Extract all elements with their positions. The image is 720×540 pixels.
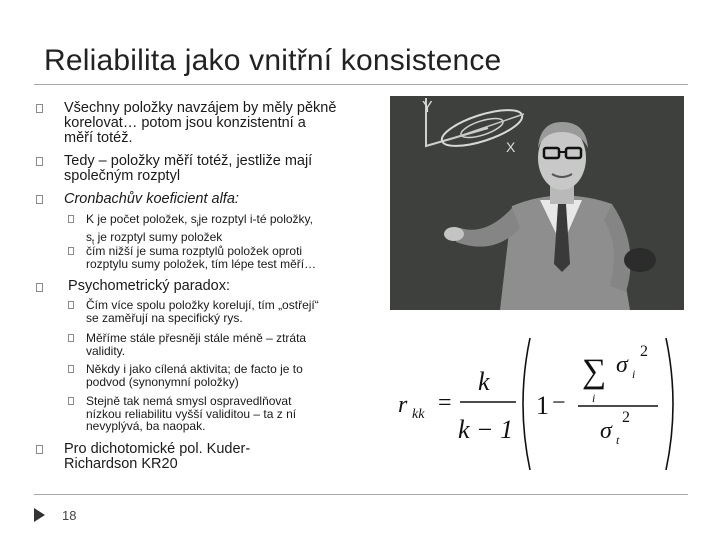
bullet-line: validity.	[86, 343, 126, 358]
bullet-line: korelovat… potom jsou konzistentní a	[64, 115, 306, 131]
bullet-line: rozptylu sumy položek, tím lépe test měří…	[86, 256, 317, 271]
bullet-line: Všechny položky navzájem by měly pěkně	[64, 100, 337, 116]
chalk-label-y: Y	[422, 99, 433, 116]
title-rule	[34, 84, 688, 85]
sub-bullet-item	[86, 363, 386, 388]
bullet-line: Psychometrický paradox:	[64, 278, 231, 294]
bullet-line: Pro dichotomické pol. Kuder-	[64, 441, 251, 457]
chalk-eraser	[624, 248, 656, 272]
bullet-item	[64, 192, 394, 207]
bullet-item	[64, 442, 364, 472]
sub-bullet-item	[86, 299, 386, 324]
bullet-line: měří totéž.	[64, 130, 133, 146]
bullet-marker	[36, 445, 43, 454]
subscript: t	[92, 237, 95, 247]
formula-k: k	[478, 367, 490, 396]
text-part: s	[86, 229, 92, 244]
cronbach-photo-illustration	[390, 96, 684, 310]
text-part: je rozptyl sumy položek	[94, 229, 223, 244]
cronbach-photo	[390, 96, 684, 310]
formula-lhs: r	[398, 392, 408, 418]
paren-left	[523, 338, 530, 470]
page-arrow-icon	[34, 508, 45, 522]
sub-bullet-item	[86, 332, 386, 357]
text-part: je rozptyl i-té položky,	[198, 212, 314, 226]
sigma-t: σ	[600, 418, 612, 444]
sigma-i-sub: i	[632, 367, 636, 381]
sub-bullet-marker	[68, 215, 74, 223]
formula-svg	[394, 330, 684, 478]
sub-bullet-marker	[68, 334, 74, 342]
bullet-line: společným rozptyl	[64, 168, 181, 184]
bullet-item	[64, 154, 394, 184]
formula-denominator: k − 1	[458, 415, 514, 444]
bullet-line: Cronbachův koeficient alfa:	[64, 191, 239, 207]
bullet-line: nízkou reliabilitu vyšší validitou – ta z ní	[86, 406, 297, 421]
bullet-line	[86, 213, 386, 231]
subscript: i	[196, 219, 199, 229]
bullet-line: Někdy i jako cílená aktivita; de facto je to	[86, 362, 303, 376]
sub-bullet-item	[86, 245, 386, 270]
footer-rule	[34, 494, 688, 495]
bullet-line: Čím více spolu položky korelují, tím „ostřejí“	[86, 298, 319, 312]
bullet-marker	[36, 104, 43, 113]
bullet-marker	[36, 157, 43, 166]
bullet-marker	[36, 283, 43, 292]
page-number: 18	[62, 508, 77, 523]
sum-index: i	[592, 391, 596, 405]
formula-minus: −	[552, 390, 566, 416]
bullet-item	[64, 279, 394, 294]
bullet-line: Měříme stále přesněji stále méně – ztráta	[86, 331, 307, 345]
sum-sign: ∑	[582, 353, 607, 390]
formula-one: 1	[536, 391, 549, 420]
bullet-item	[64, 101, 394, 146]
sub-bullet-marker	[68, 247, 74, 255]
bullet-line: se zaměřují na specifický rys.	[86, 310, 243, 325]
sub-bullet-marker	[68, 397, 74, 405]
chalk-label-x: X	[506, 139, 516, 155]
hand-left	[444, 227, 464, 241]
bullet-line: Richardson KR20	[64, 456, 178, 472]
cronbach-alpha-formula	[394, 330, 684, 478]
sub-bullet-marker	[68, 365, 74, 373]
bullet-marker	[36, 195, 43, 204]
sub-bullet-marker	[68, 301, 74, 309]
sigma-t-sub: t	[616, 433, 620, 447]
bullet-line: nevyplývá, ba naopak.	[86, 419, 206, 433]
sigma-i-exp: 2	[640, 343, 648, 360]
bullet-line: čím nižší je suma rozptylů položek oproti	[86, 244, 303, 258]
formula-lhs-sub: kk	[412, 407, 425, 422]
bullet-line: Tedy – položky měří totéž, jestliže mají	[64, 153, 313, 169]
bullet-line: Stejně tak nemá smysl ospravedlňovat	[86, 394, 292, 408]
text-part: K je počet položek, s	[86, 212, 197, 226]
sigma-i: σ	[616, 352, 628, 378]
sub-bullet-item	[86, 395, 386, 433]
slide-title: Reliabilita jako vnitřní konsistence	[44, 44, 502, 77]
formula-equals: =	[438, 390, 452, 416]
bullet-line: podvod (synonymní položky)	[86, 374, 239, 389]
paren-right	[666, 338, 673, 470]
sigma-t-exp: 2	[622, 409, 630, 426]
